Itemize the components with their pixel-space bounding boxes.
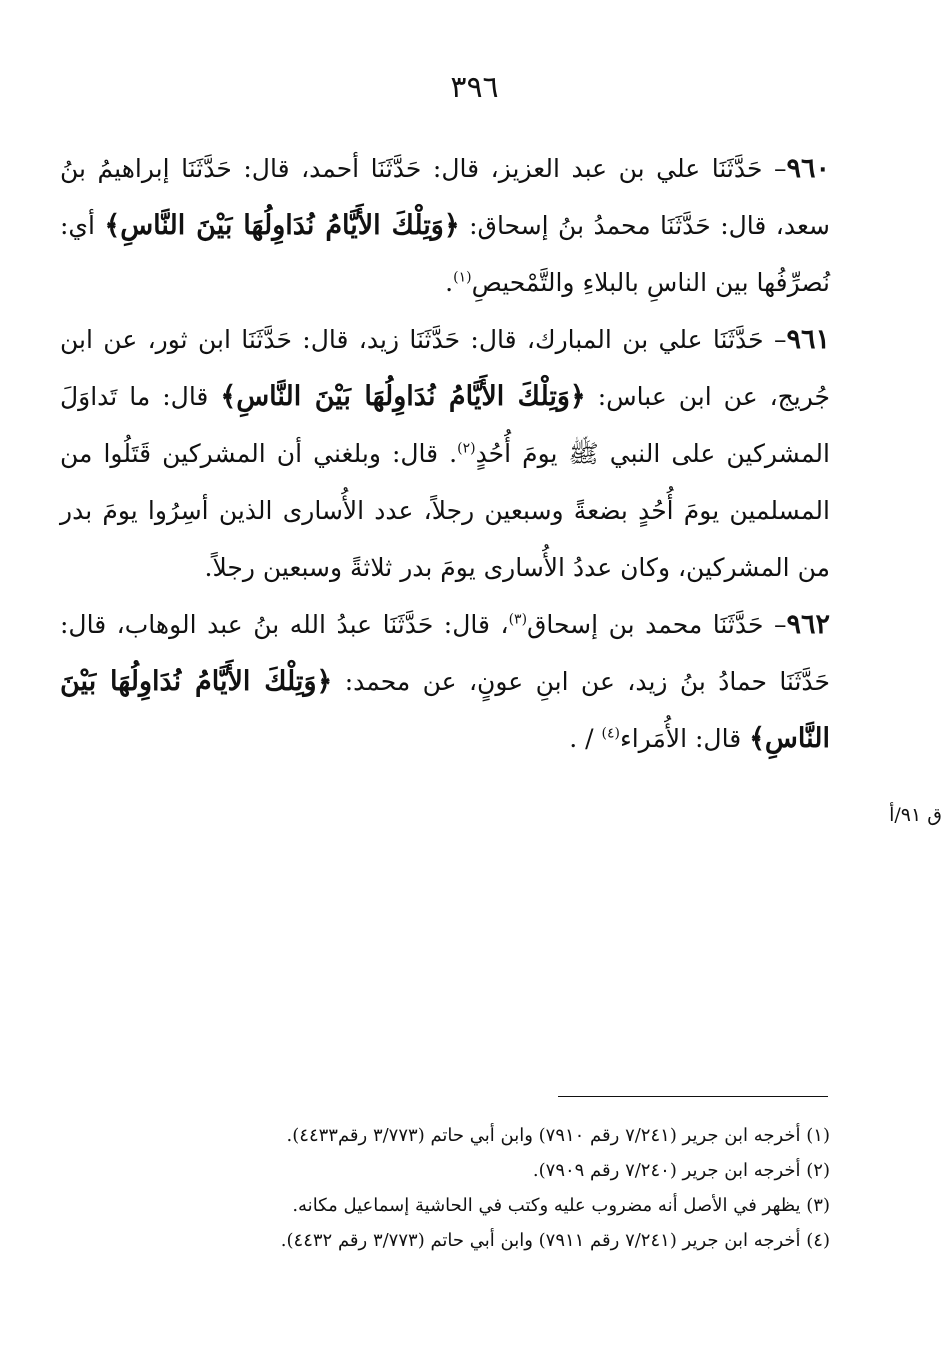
hadith-dash: – [763, 325, 787, 354]
hadith-text: حَدَّثَنَا علي بن المبارك، قال: حَدَّثَنَا زيد، قال: حَدَّثَنَا ابن ثور، عن ابن جُريج، عن ابن عباس: [60, 325, 830, 411]
footnote-marker: (١) [453, 269, 472, 286]
hadith-962 [60, 596, 830, 767]
hadith-dash: – [762, 154, 787, 183]
main-text [60, 140, 830, 767]
page-number: ٣٩٦ [450, 70, 499, 105]
footnote-marker: (٣) [508, 611, 528, 628]
hadith-960 [60, 140, 830, 311]
footnote-3: (٣) يظهر في الأصل أنه مضروب عليه وكتب في الحاشية إسماعيل مكانه. [292, 1195, 830, 1216]
hadith-961 [60, 311, 830, 596]
quran-verse: ﴿وَتِلْكَ الأَيَّامُ نُدَاوِلُهَا بَيْنَ النَّاسِ﴾ [220, 381, 586, 412]
hadith-text: قال: الأُمَراء [619, 724, 750, 753]
footnote-marker: (٤) [601, 725, 620, 742]
hadith-dash: – [763, 610, 787, 639]
footnote-4: (٤) أخرجه ابن جرير (٧/٢٤١ رقم ٧٩١١) وابن أبي حاتم (٣/٧٧٣ رقم ٤٤٣٢). [280, 1230, 830, 1251]
hadith-number: ٩٦٢ [786, 609, 830, 640]
hadith-text: ، قال: حَدَّثَنَا عبدُ الله بنُ عبد الوهاب، قال: حَدَّثَنَا حمادُ بنُ زيد، عن ابنِ عونٍ، عن محمد: [60, 610, 831, 696]
quran-verse: ﴿وَتِلْكَ الأَيَّامُ نُدَاوِلُهَا بَيْنَ النَّاسِ﴾ [60, 666, 830, 754]
hadith-text: حَدَّثَنَا محمد بن إسحاق [527, 610, 764, 639]
hadith-text: أي: نُصرِّفُها بين الناسِ بالبلاءِ والتَّمْحيصِ [60, 211, 830, 297]
footnote-divider [558, 1096, 828, 1097]
footnote-2: (٢) أخرجه ابن جرير (٧/٢٤٠ رقم ٧٩٠٩). [532, 1160, 830, 1181]
hadith-text: / . [569, 724, 602, 753]
quran-verse: ﴿وَتِلْكَ الأَيَّامُ نُدَاوِلُهَا بَيْنَ النَّاسِ﴾ [104, 210, 460, 241]
hadith-text: قال: ما تَداوَلَ المشركين على النبي ﷺ يومَ أُحُدٍ [60, 382, 830, 468]
footnote-1: (١) أخرجه ابن جرير (٧/٢٤١ رقم ٧٩١٠) وابن أبي حاتم (٣/٧٧٣ رقم٤٤٣٣). [286, 1125, 830, 1146]
hadith-text: . [445, 268, 454, 297]
hadith-number: ٩٦١ [786, 324, 830, 355]
footnotes [60, 1118, 830, 1258]
hadith-number: ٩٦٠ [786, 153, 830, 184]
footnote-marker: (٢) [457, 440, 476, 457]
manuscript-margin-note: ق ٩١/أ [889, 804, 942, 826]
hadith-text: حَدَّثَنَا علي بن عبد العزيز، قال: حَدَّثَنَا أحمد، قال: حَدَّثَنَا إبراهيمُ بنُ سعد، قال: حَدَّثَنَا محمدُ بنُ إسحاق: [60, 154, 830, 240]
hadith-text: . قال: وبلغني أن المشركين قَتَلُوا من المسلمين يومَ أُحُدٍ بضعةً وسبعين رجلاً، عدد الأُسارى الذين أسِرُوا يومَ بدر من المشركين، وكان عددُ الأُسارى يومَ بدر ثلاثةً وسبعين رجلاً. [60, 439, 830, 582]
